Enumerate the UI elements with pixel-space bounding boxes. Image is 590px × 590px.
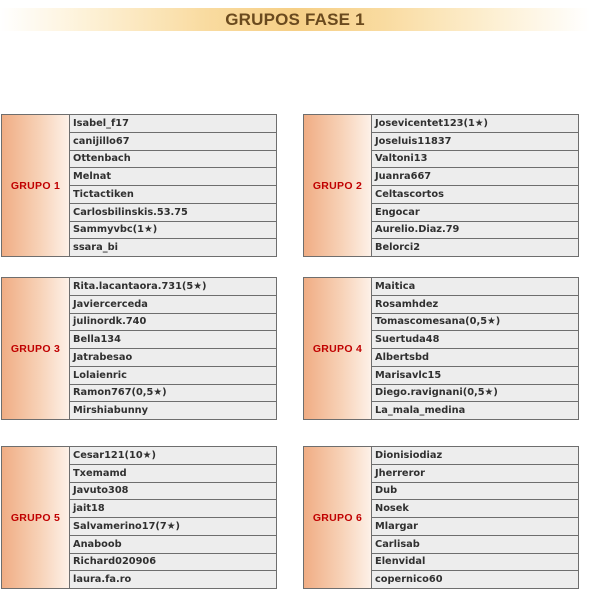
member-row: julinordk.740 (70, 314, 276, 332)
member-row: Belorci2 (372, 239, 578, 256)
member-row: Diego.ravignani(0,5★) (372, 385, 578, 403)
member-row: Txemamd (70, 465, 276, 483)
member-row: Suertuda48 (372, 331, 578, 349)
member-row: Engocar (372, 204, 578, 222)
member-row: ssara_bi (70, 239, 276, 256)
group-label: GRUPO 5 (10, 511, 61, 524)
member-row: Ottenbach (70, 151, 276, 169)
group-table-6 (303, 446, 579, 589)
member-row: Carlisab (372, 536, 578, 554)
member-row: Javuto308 (70, 483, 276, 501)
member-row: Richard020906 (70, 554, 276, 572)
member-row: Sammyvbc(1★) (70, 222, 276, 240)
member-row: Cesar121(10★) (70, 447, 276, 465)
group-table-5 (1, 446, 277, 589)
member-row: laura.fa.ro (70, 571, 276, 588)
member-row: Celtascortos (372, 186, 578, 204)
group-table-4 (303, 277, 579, 420)
member-row: Mlargar (372, 518, 578, 536)
group-label: GRUPO 2 (312, 179, 363, 192)
group-table-3 (1, 277, 277, 420)
member-list (70, 447, 276, 588)
member-row: Jherreror (372, 465, 578, 483)
member-list (70, 278, 276, 419)
group-label-cell (304, 115, 372, 256)
member-row: Ramon767(0,5★) (70, 385, 276, 403)
group-label-cell (2, 447, 70, 588)
member-row: copernico60 (372, 571, 578, 588)
group-label-cell (2, 115, 70, 256)
member-row: Carlosbilinskis.53.75 (70, 204, 276, 222)
group-label: GRUPO 1 (10, 179, 61, 192)
member-row: Jatrabesao (70, 349, 276, 367)
group-label: GRUPO 4 (312, 342, 363, 355)
group-label: GRUPO 6 (312, 511, 363, 524)
member-row: Albertsbd (372, 349, 578, 367)
member-row: jait18 (70, 500, 276, 518)
member-row: Joseluis11837 (372, 133, 578, 151)
member-row: Mirshiabunny (70, 402, 276, 419)
member-list (372, 447, 578, 588)
group-label: GRUPO 3 (10, 342, 61, 355)
member-row: Lolaienric (70, 367, 276, 385)
member-row: Bella134 (70, 331, 276, 349)
member-row: Javiercerceda (70, 296, 276, 314)
member-row: Salvamerino17(7★) (70, 518, 276, 536)
member-row: Dub (372, 483, 578, 501)
group-table-2 (303, 114, 579, 257)
member-row: Rosamhdez (372, 296, 578, 314)
group-label-cell (304, 278, 372, 419)
member-list (372, 278, 578, 419)
page-title: GRUPOS FASE 1 (225, 10, 365, 29)
member-row: Isabel_f17 (70, 115, 276, 133)
member-row: Marisavlc15 (372, 367, 578, 385)
group-label-cell (304, 447, 372, 588)
member-row: Melnat (70, 168, 276, 186)
member-row: Dionisiodiaz (372, 447, 578, 465)
group-table-1 (1, 114, 277, 257)
member-row: Elenvidal (372, 554, 578, 572)
member-row: Tictactiken (70, 186, 276, 204)
member-row: Tomascomesana(0,5★) (372, 314, 578, 332)
member-row: canijillo67 (70, 133, 276, 151)
member-row: Aurelio.Diaz.79 (372, 222, 578, 240)
member-row: Maitica (372, 278, 578, 296)
title-bar (0, 8, 590, 31)
member-list (372, 115, 578, 256)
group-label-cell (2, 278, 70, 419)
member-row: Valtoni13 (372, 151, 578, 169)
member-row: Anaboob (70, 536, 276, 554)
member-row: Rita.lacantaora.731(5★) (70, 278, 276, 296)
member-list (70, 115, 276, 256)
member-row: La_mala_medina (372, 402, 578, 419)
member-row: Nosek (372, 500, 578, 518)
member-row: Josevicentet123(1★) (372, 115, 578, 133)
member-row: Juanra667 (372, 168, 578, 186)
